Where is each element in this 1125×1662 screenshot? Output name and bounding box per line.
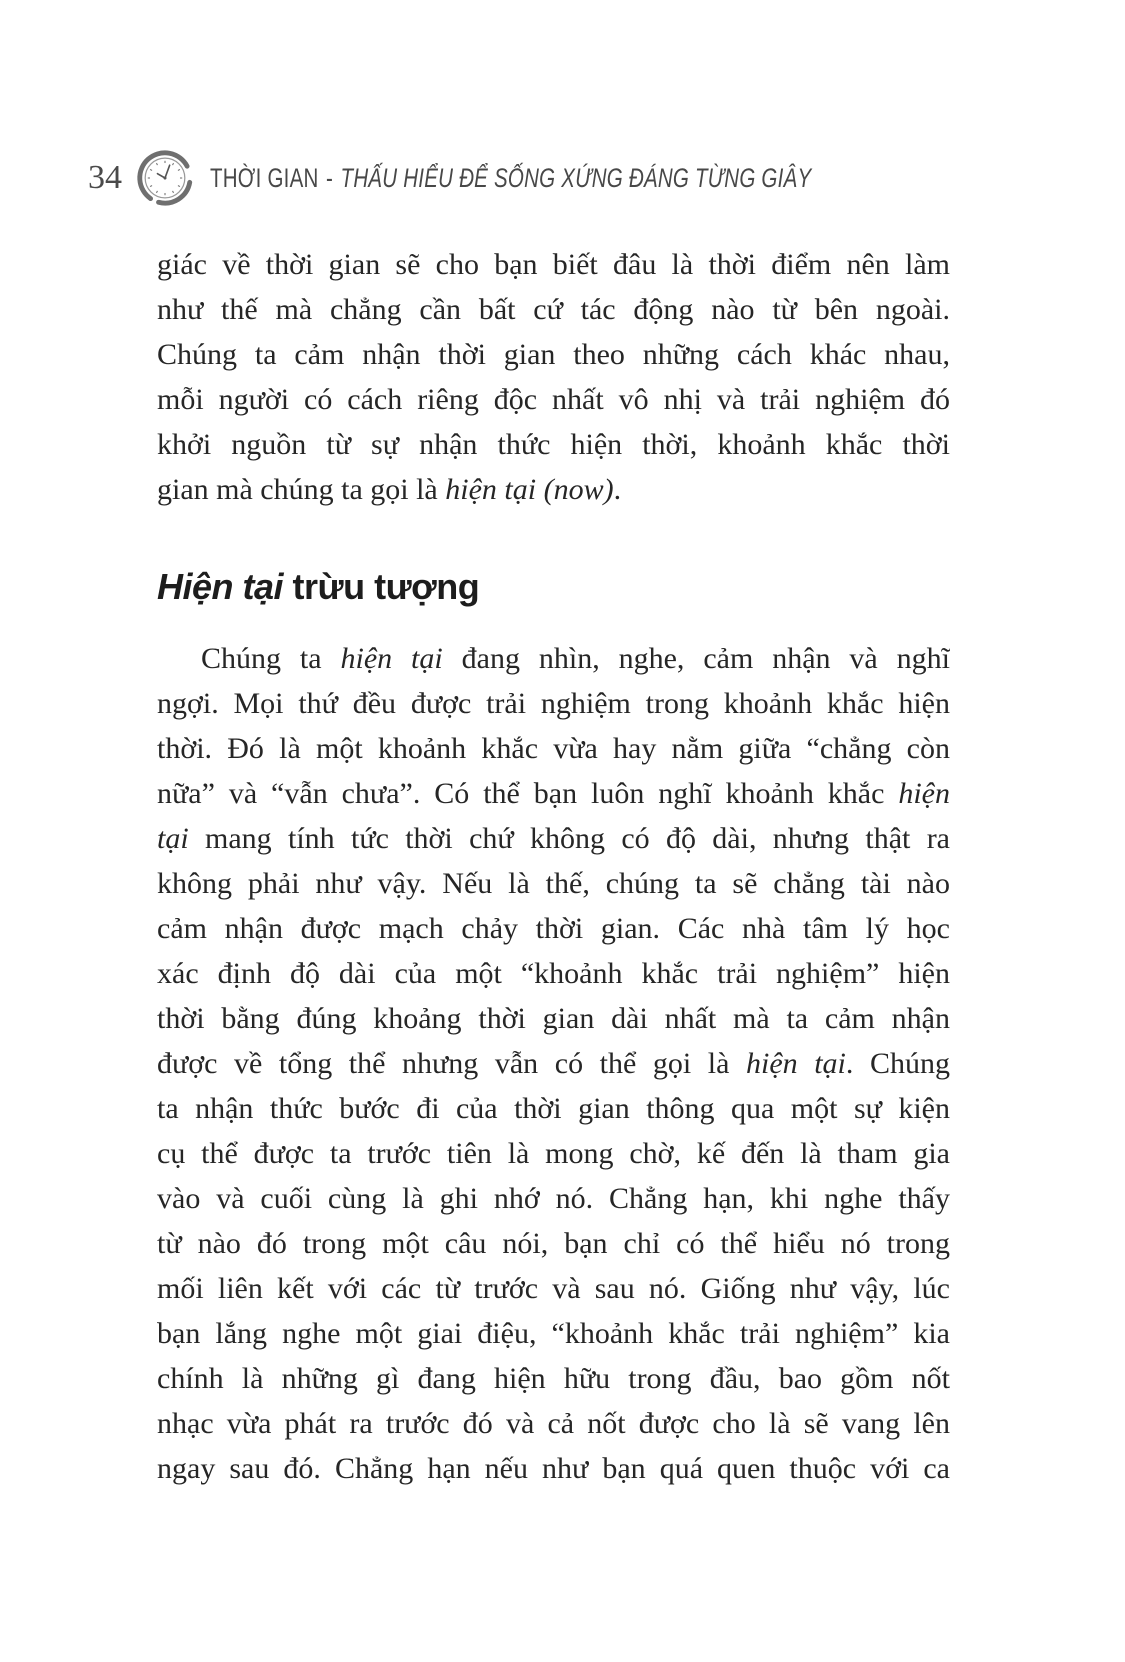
text-run: hiện tại — [340, 642, 443, 675]
text-run: khởi nguồn từ sự nhận thức hiện thời, khoảnh khắc thời — [157, 428, 950, 461]
body-line — [157, 1356, 950, 1401]
page-header — [88, 146, 1001, 210]
body-line — [157, 906, 950, 951]
text-run: ngay sau đó. Chẳng hạn nếu như bạn quá quen thuộc với ca — [157, 1452, 950, 1485]
text-run: bạn lắng nghe một giai điệu, “khoảnh khắc trải nghiệm” kia — [157, 1317, 950, 1350]
section-heading-italic: Hiện tại — [157, 566, 284, 607]
body-line — [157, 861, 950, 906]
clock-icon — [136, 149, 194, 207]
body-line — [157, 726, 950, 771]
running-head-separator: - — [326, 162, 334, 193]
text-run: tại — [157, 822, 189, 855]
running-head-title: THỜI GIAN — [210, 162, 319, 193]
text-run: nữa” và “vẫn chưa”. Có thể bạn luôn nghĩ khoảnh khắc — [157, 777, 899, 810]
text-run: . Chúng — [845, 1047, 950, 1080]
text-run: Chúng ta cảm nhận thời gian theo những cách khác nhau, — [157, 338, 950, 371]
text-run: . — [613, 473, 622, 506]
body-line — [157, 636, 950, 681]
running-head — [210, 163, 811, 194]
body-line — [157, 377, 950, 422]
body-line — [157, 951, 950, 996]
page-number: 34 — [88, 159, 122, 196]
body-line — [157, 771, 950, 816]
body-line — [157, 816, 950, 861]
text-run: ngợi. Mọi thứ đều được trải nghiệm trong khoảnh khắc hiện — [157, 687, 950, 720]
body-line — [157, 1041, 950, 1086]
text-run: hiện — [898, 777, 950, 810]
body-line — [157, 1086, 950, 1131]
text-run: hiện tại — [746, 1047, 846, 1080]
text-run: chính là những gì đang hiện hữu trong đầu, bao gồm nốt — [157, 1362, 950, 1395]
text-run: mối liên kết với các từ trước và sau nó. Giống như vậy, lúc — [157, 1272, 950, 1305]
text-run: nhạc vừa phát ra trước đó và cả nốt được cho là sẽ vang lên — [157, 1407, 950, 1440]
body-line — [157, 287, 950, 332]
text-run: từ nào đó trong một câu nói, bạn chỉ có thể hiểu nó trong — [157, 1227, 950, 1260]
text-run: vào và cuối cùng là ghi nhớ nó. Chẳng hạn, khi nghe thấy — [157, 1182, 950, 1215]
text-run: hiện tại (now) — [445, 473, 614, 506]
body-line — [157, 242, 950, 287]
section-heading — [157, 564, 950, 610]
body-line — [157, 1446, 950, 1491]
text-run: cụ thể được ta trước tiên là mong chờ, kế đến là tham gia — [157, 1137, 950, 1170]
text-run: như thế mà chẳng cần bất cứ tác động nào từ bên ngoài. — [157, 293, 950, 326]
text-run: mang tính tức thời chứ không có độ dài, nhưng thật ra — [188, 822, 950, 855]
text-run: được về tổng thể nhưng vẫn có thể gọi là — [157, 1047, 746, 1080]
body-line — [157, 1311, 950, 1356]
text-run: thời. Đó là một khoảnh khắc vừa hay nằm giữa “chẳng còn — [157, 732, 950, 765]
text-run: gian mà chúng ta gọi là — [157, 473, 446, 506]
body-line — [157, 467, 950, 512]
running-head-subtitle: THẤU HIỂU ĐỂ SỐNG XỨNG ĐÁNG TỪNG GIÂY — [340, 162, 812, 193]
text-run: không phải như vậy. Nếu là thế, chúng ta sẽ chẳng tài nào — [157, 867, 950, 900]
text-run: xác định độ dài của một “khoảnh khắc trải nghiệm” hiện — [157, 957, 950, 990]
paragraph-2 — [157, 636, 950, 1491]
text-run: Chúng ta — [201, 642, 341, 675]
text-run: đang nhìn, nghe, cảm nhận và nghĩ — [442, 642, 950, 675]
body-line — [157, 681, 950, 726]
body-line — [157, 1176, 950, 1221]
body-line — [157, 1401, 950, 1446]
text-run: mỗi người có cách riêng độc nhất vô nhị và trải nghiệm đó — [157, 383, 950, 416]
body-line — [157, 996, 950, 1041]
body-line — [157, 332, 950, 377]
paragraph-1 — [157, 242, 950, 512]
text-run: thời bằng đúng khoảng thời gian dài nhất mà ta cảm nhận — [157, 1002, 950, 1035]
text-run: cảm nhận được mạch chảy thời gian. Các nhà tâm lý học — [157, 912, 950, 945]
section-heading-regular: trừu tượng — [292, 566, 480, 607]
body-line — [157, 1131, 950, 1176]
text-run: giác về thời gian sẽ cho bạn biết đâu là thời điểm nên làm — [157, 248, 950, 281]
body-line — [157, 1266, 950, 1311]
body-column — [157, 242, 950, 1491]
body-line — [157, 422, 950, 467]
text-run: ta nhận thức bước đi của thời gian thông qua một sự kiện — [157, 1092, 950, 1125]
body-line — [157, 1221, 950, 1266]
